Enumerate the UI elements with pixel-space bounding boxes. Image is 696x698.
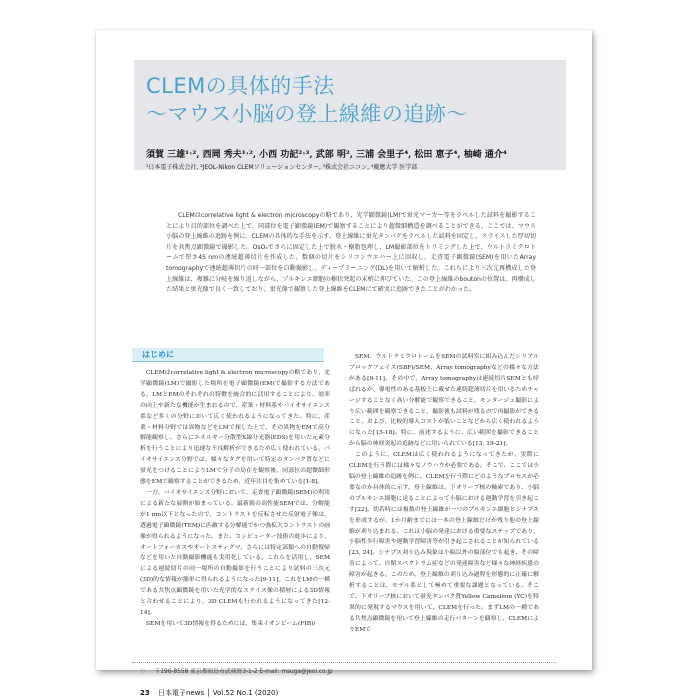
article-title-line-2: ～マウス小脳の登上線維の追跡～ xyxy=(146,102,468,126)
paragraph: 一方、バイオサイエンス分野において、走査電子顕微鏡(SEM)の利用による新たな展開が始まっている。最新鋭の高性能SEMでは、分解能が1 nm以下となったので、コントラストを反転させた反射電子像は、透過電子顕微鏡(TEM)に匹敵する分解能でかつ強拡大コントラストの画像が得られるようになった。また、コンピューター技術の進歩により、オートフォーカスやオートスティグマ、さらには特定部類への自動復帰などを用いた自動撮影機能も実用化している。これらを活用し、SEMによる連続切片の同一場所の自動撮影を行うことにより試料の三次元(3D)的な情報が簡単に得られるようになった[9-11]。これをLMの一種である共焦点顕微鏡を用いた光学的なスライス像の積層による3D情報と合わせることにより、3D CLEMも行われるようになってきた[12-14]。 xyxy=(140,489,330,616)
chevron-right-icon: 〉〉 xyxy=(140,669,149,675)
article-title-line-1: CLEMの具体的手法 xyxy=(146,74,335,98)
section-divider xyxy=(132,361,324,362)
paragraph: SEMを用いて3D情報を得るためには、集束イオンビーム(FIB)/ xyxy=(146,620,316,627)
journal-name: 日本電子news │ Vol.52 No.1 (2020) xyxy=(157,689,279,697)
abstract: CLEMはcorrelative light & electron microscopyの略であり、光学顕微鏡(LM)で蛍光マーカー等をラベルした試料を撮影することにより目的部位を調べた上で、同部位を電子顕微鏡(EM)で観察することにより超微細構造を調べることができる。ここでは、マウス小脳の登上線維の追跡を例に、CLEMの具体的な手法を示す。登上線維に蛍光タンパクをラベルした試料を固定し、スライスした厚切切片を共焦点顕微鏡で撮影した。OsO₄でさらに固定した上で脱水・樹脂包埋し、LM撮影部位をトリミングした上で、ウルトラミクロトームで厚さ45 nmの連続超薄切片を作成した。数個の切片をシリコンウエハー上に回収し、走査電子顕微鏡(SEM)を用いたArray tomographyで連続超薄切片の同一部位を自動撮影し、ディープラーニング(DL)を用いて解析した。これらにより三次元再構成した登上線維は、複雑に分岐を繰り返しながら、プルキンエ細胞の樹状突起の末梢に伸びていた。この登上線維のboutonの位置は、再構成した結果と蛍光像で良く一致しており、蛍光像で観察した登上線維をCLEMにて確実に追跡できたことがわかった。 xyxy=(166,212,536,294)
section-heading-box xyxy=(132,348,324,361)
affiliations: ¹日本電子株式会社, ²JEOL-Nikon CLEMソリューションセンター, ³株式会社ニコン, ⁴慶應大学 医学部 xyxy=(146,164,418,171)
section-heading: はじめに xyxy=(142,350,174,359)
body-column-right xyxy=(349,352,539,636)
body-column-left xyxy=(140,368,330,630)
document-page xyxy=(96,30,592,697)
contact-info xyxy=(140,666,333,675)
paragraph: CLEMはcorrelative light & electron microscopyの略であり、光学顕微鏡(LM)で撮影した場所を電子顕微鏡(EM)で撮影する方法である。LMとEMのそれぞれの特徴を統合的に活用することにより、効率の向上や新たな機能が生まれるので、産業・材料系やバイオサイエンス系など多くの分野において広く使われるようになってきた。特に、産業・材料分野では異物などをLMで探した上で、その異物をEMで高分解能観察し、さらにエネルギー分散型X線分光器(EDS)を用いた元素分析を行うことにより迅速な不良解析ができるため広く使われている。バイオサイエンス分野では、様々なタグを用いて特定のタンパク質などに蛍光をつけることによりLMで分子の局在を観察後、同部位の超微細形態をEMで観察することができるため、近年注目を集めている[1-8]。 xyxy=(140,370,330,486)
paragraph: このように、CLEMは広く使われるようになってきたが、実際にCLEMを行う際には様々なノウハウが必要である。そこで、ここでは小脳の登上線維の追跡を例に、CLEMを行う際にどのようなプロセスが必要なのか具体的に示す。登上線維は、下オリーブ核の軸索であり、小脳のプルキンエ細胞に送ることによって小脳における運動学習を引き起こす[22]。幼若時には複数の登上線維が一つのプルキンエ細胞とシナプスを形成するが、1か月齢までには一本の登上線維だけが残り他の登上線維が刈り込まれる。これは小脳の発達における重要なステップであり、小脳性歩行障害や運動学習障害等が引き起こされることが知られている[23, 24]。シナプス刈り込み現象は小脳以外の脳部位でも起き、その障害によって、自閉スペクトラム症などの発達障害など様々な神経疾患の障害が起きる。このため、登上線維の刈り込み過程を形態的に正確に解析することは、モデル系として極めて重要な課題となっている。そこで、下オリーブ核において蛍光タンパク質Yellow Cameleon (YC)を特異的に発現するマウスを用いて、CLEMを行った。まずLMの一種である共焦点顕微鏡を用いて登上線維の走行パターンを観察し、CLEMによりEMで xyxy=(349,452,539,633)
author-list: 須賀 三雄¹˒², 西岡 秀夫¹˒², 小西 功記²˒³, 武部 明², 三浦 会里子⁴, 松田 恵子⁴, 柚崎 通介⁴ xyxy=(146,150,507,160)
paragraph: SEM、ウルトラミクロトームをSEMの試料室に組み込んだシリアルブロックフェイス(SBF)/SEM、Array tomographyなどの様々な方法がある[9-11]。その中で、Array tomographyは連続切片SEMとも呼ばれるが、導電性のある基板上に載せた連続超薄切片を用いるためチャージすることなく高い分解能で観察できること、モンタージュ撮影により広い範囲を観察できること、撮影後も試料が残るので再撮影ができること、および、比較的導入コストが低いことなどから広く使われるようになった[15-18]。特に、前述するように、広い範囲を撮影できることから脳の神経突起の追跡などに用いられている[13, 19-21]。 xyxy=(349,354,539,448)
footer-divider xyxy=(132,662,556,663)
contact-text: 〒196-8558 東京都昭島市武蔵野3-1-2 E-mail: msuga@jeol.co.jp xyxy=(154,669,333,675)
page-number: 23 xyxy=(140,689,150,697)
page-footer xyxy=(140,688,278,698)
